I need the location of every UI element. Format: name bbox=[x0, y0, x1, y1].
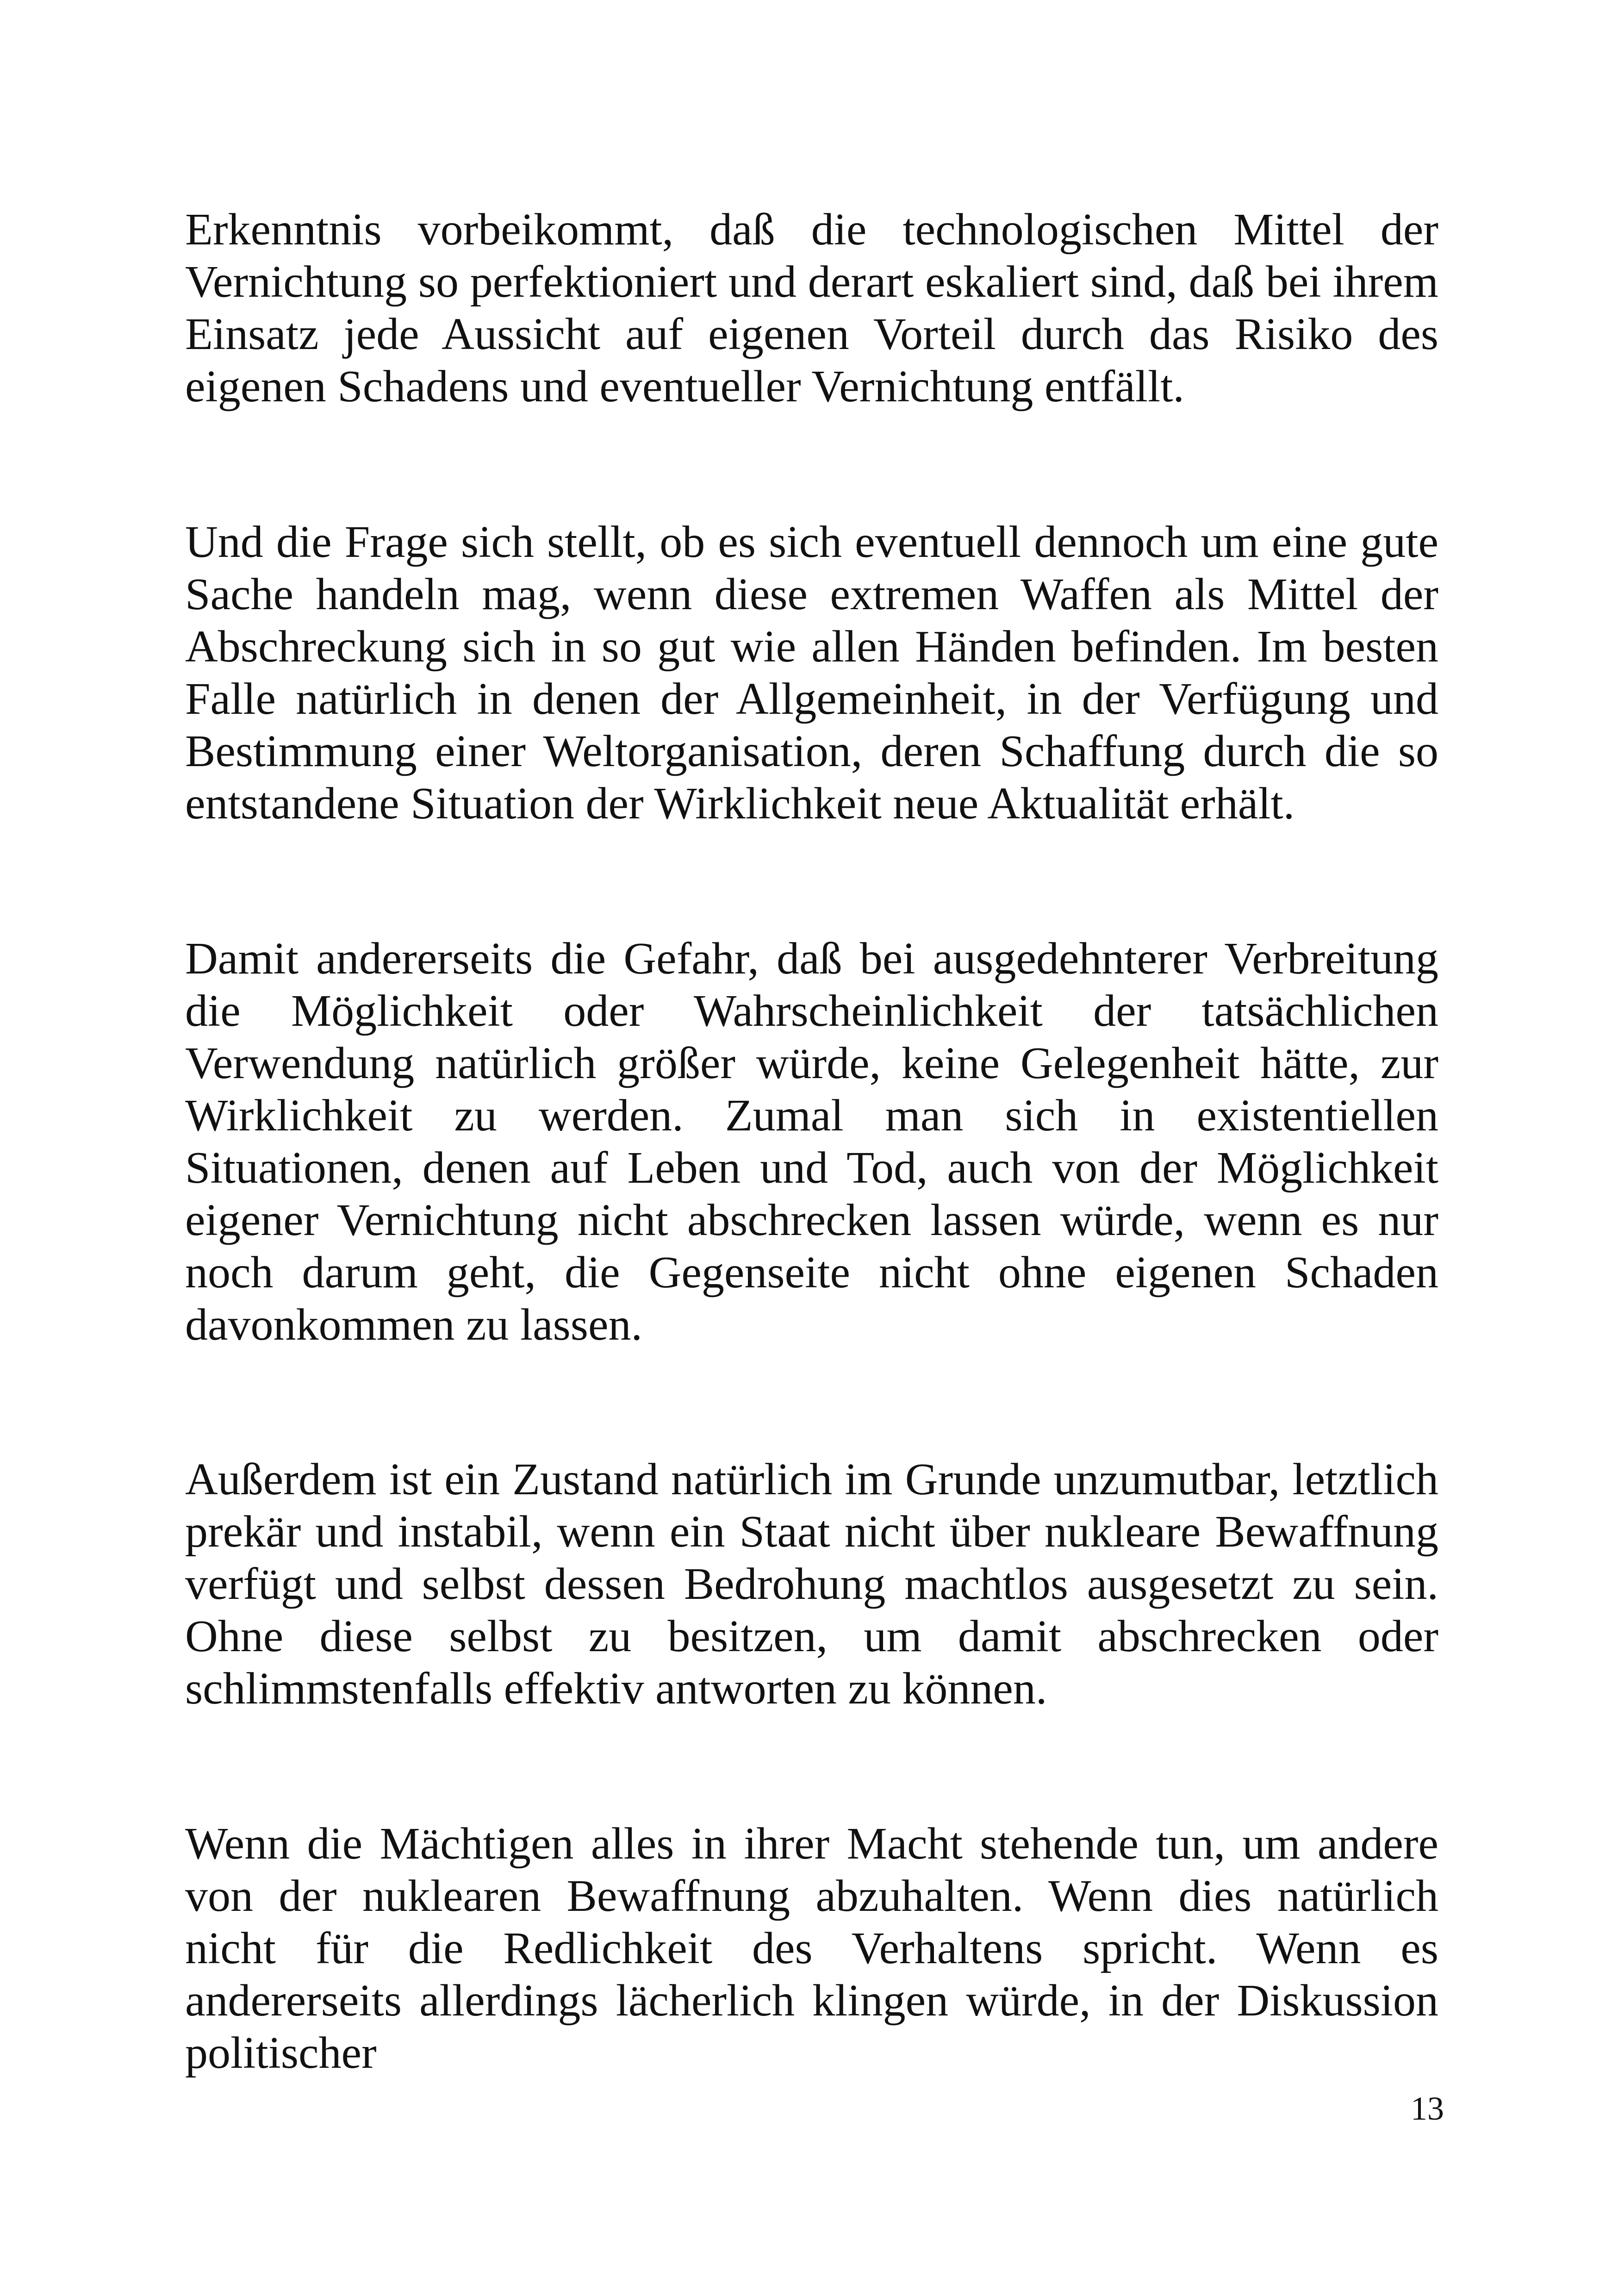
paragraph-5: Wenn die Mächtigen alles in ihrer Macht stehende tun, um andere von der nuklearen Bewaffnung abzuhalten. Wenn dies natürlich nicht für die Redlichkeit des Verhaltens spricht. Wenn es andererseits allerdings lächerlich klingen würde, in der Diskussion politischer bbox=[185, 1819, 1438, 2078]
paragraph-3: Damit andererseits die Gefahr, daß bei ausgedehnterer Verbreitung die Möglichkeit oder Wahrscheinlichkeit der tatsächlichen Verwendung natürlich größer würde, keine Gelegenheit hätte, zur Wirklichkeit zu werden. Zumal man sich in existentiellen Situationen, denen auf Leben und Tod, auch von der Möglichkeit eigener Vernichtung nicht abschrecken lassen würde, wenn es nur noch darum geht, die Gegenseite nicht ohne eigenen Schaden davonkommen zu lassen. bbox=[185, 934, 1438, 1350]
paragraph-1: Erkenntnis vorbeikommt, daß die technologischen Mittel der Vernichtung so perfektioniert und derart eskaliert sind, daß bei ihrem Einsatz jede Aussicht auf eigenen Vorteil durch das Risiko des eigenen Schadens und eventueller Vernichtung entfällt. bbox=[185, 205, 1438, 412]
paragraph-2: Und die Frage sich stellt, ob es sich eventuell dennoch um eine gute Sache handeln mag, wenn diese extremen Waffen als Mittel der Abschreckung sich in so gut wie allen Händen befinden. Im besten Falle natürlich in denen der Allgemeinheit, in der Verfügung und Bestimmung einer Weltorganisation, deren Schaffung durch die so entstandene Situation der Wirklichkeit neue Aktualität erhält. bbox=[185, 517, 1438, 829]
paragraph-4: Außerdem ist ein Zustand natürlich im Grunde unzumutbar, letztlich prekär und instabil, wenn ein Staat nicht über nukleare Bewaffnung verfügt und selbst dessen Bedrohung machtlos ausgesetzt zu sein. Ohne diese selbst zu besitzen, um damit abschrecken oder schlimmstenfalls effektiv antworten zu können. bbox=[185, 1454, 1438, 1714]
page-number: 13 bbox=[1411, 2090, 1444, 2127]
